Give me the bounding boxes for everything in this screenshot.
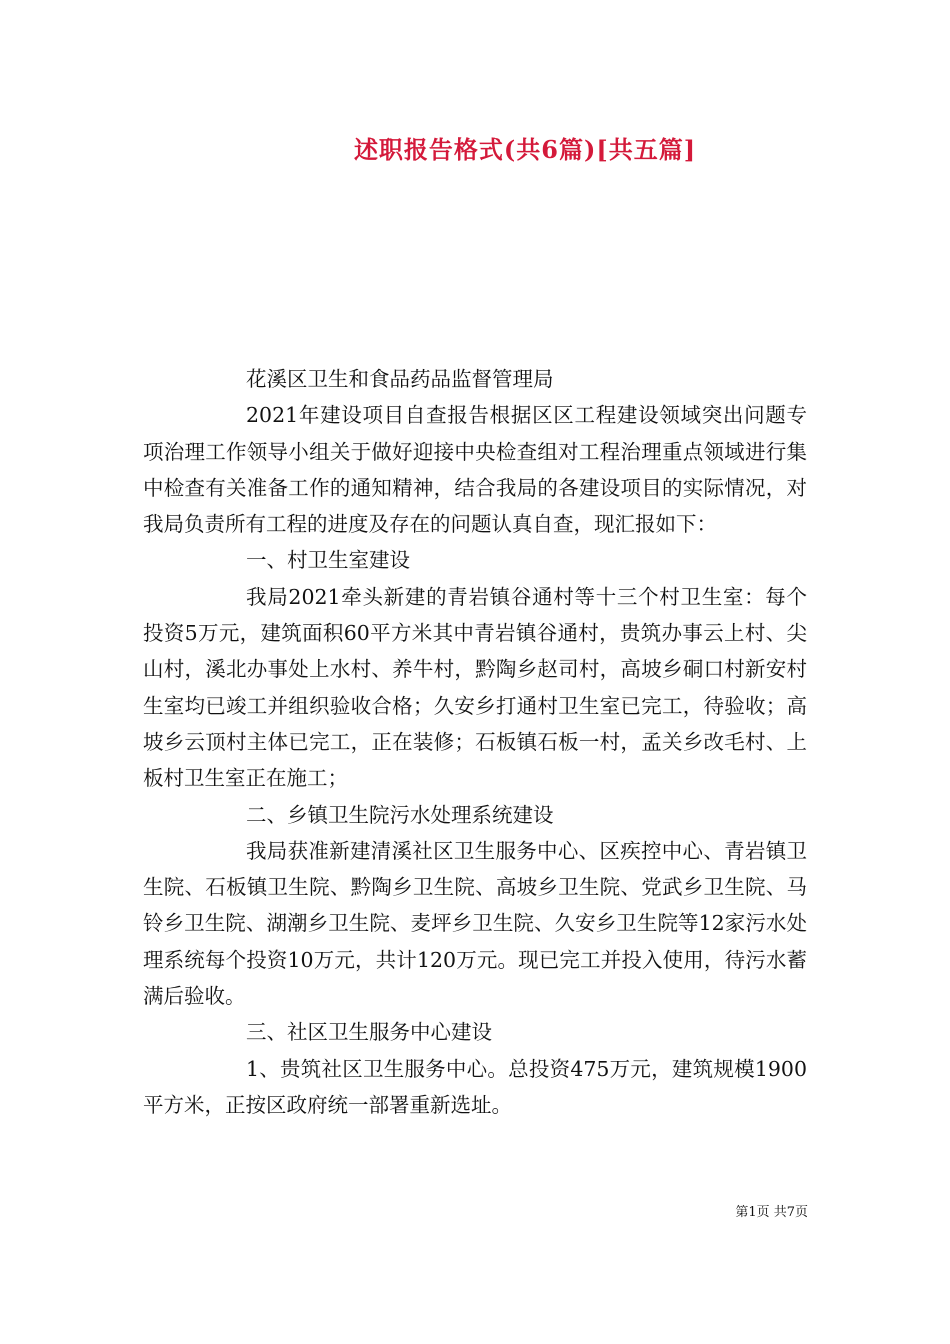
paragraph-section-2: 我局获准新建清溪社区卫生服务中心、区疾控中心、青岩镇卫生院、石板镇卫生院、黔陶乡卫生院、高坡乡卫生院、党武乡卫生院、马铃乡卫生院、湖潮乡卫生院、麦坪乡卫生院、久安乡卫生院等12家污水处理系统每个投资10万元，共计120万元。现已完工并投入使用，待污水蓄满后验收。 bbox=[143, 838, 807, 1009]
section-heading-3: 三、社区卫生服务中心建设 bbox=[246, 1020, 492, 1045]
paragraph-organization: 花溪区卫生和食品药品监督管理局 bbox=[246, 367, 554, 391]
section-heading-2: 二、乡镇卫生院污水处理系统建设 bbox=[246, 802, 554, 827]
section-heading-1: 一、村卫生室建设 bbox=[246, 548, 410, 573]
paragraph-section-3-item-1: 1、贵筑社区卫生服务中心。总投资475万元，建筑规模1900平方米，正按区政府统一部署重新选址。 bbox=[143, 1056, 807, 1117]
document-title: 述职报告格式(共6篇)[共五篇] bbox=[353, 135, 697, 164]
paragraph-intro: 2021年建设项目自查报告根据区区工程建设领域突出问题专项治理工作领导小组关于做好迎接中央检查组对工程治理重点领域进行集中检查有关准备工作的通知精神，结合我局的各建设项目的实际情况，对我局负责所有工程的进度及存在的问题认真自查，现汇报如下： bbox=[143, 403, 807, 537]
paragraph-section-1: 我局2021牵头新建的青岩镇谷通村等十三个村卫生室：每个投资5万元，建筑面积60平方米其中青岩镇谷通村，贵筑办事云上村、尖山村，溪北办事处上水村、养牛村，黔陶乡赵司村，高坡乡硐口村新安村生室均已竣工并组织验收合格；久安乡打通村卫生室已完工，待验收；高坡乡云顶村主体已完工，正在装修；石板镇石板一村，孟关乡改毛村、上板村卫生室正在施工； bbox=[143, 584, 807, 791]
document-body bbox=[143, 361, 807, 1123]
page-number-footer: 第1页 共7页 bbox=[735, 1205, 808, 1220]
